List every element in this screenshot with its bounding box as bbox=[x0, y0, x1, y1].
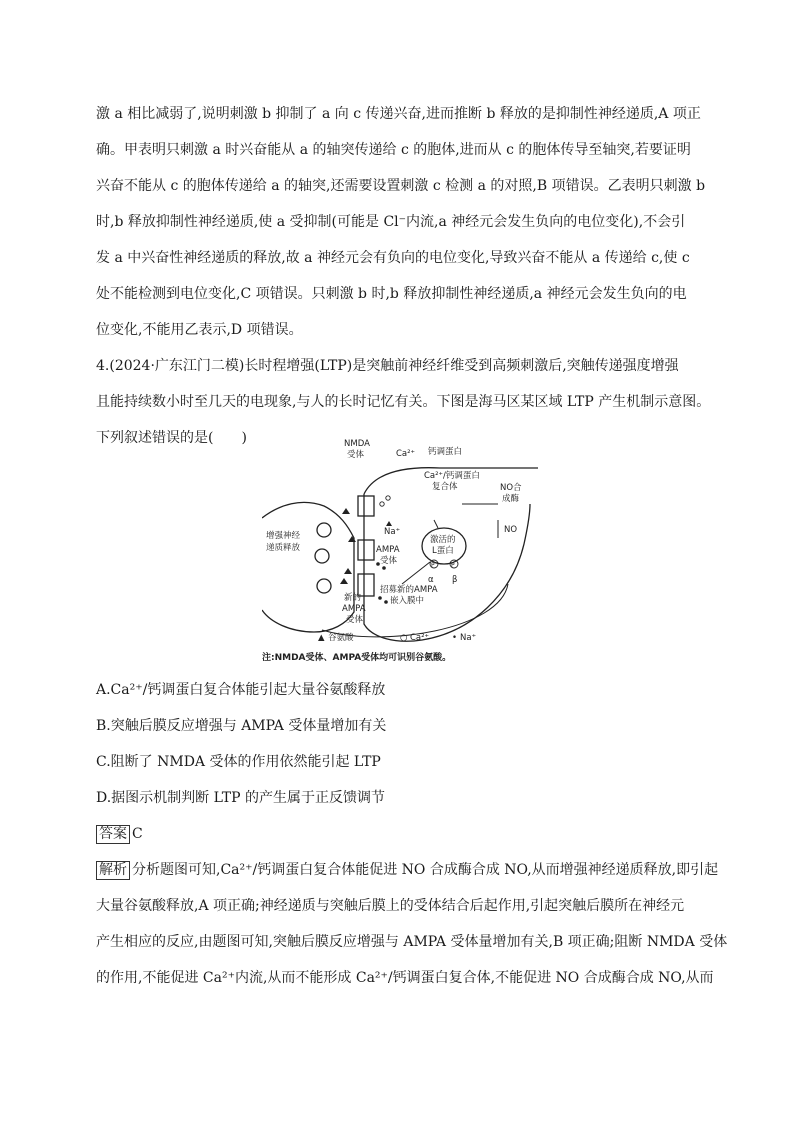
label-phosphate: P bbox=[431, 562, 435, 569]
label-phosphate: P bbox=[451, 562, 455, 569]
option-a: A.Ca²⁺/钙调蛋白复合体能引起大量谷氨酸释放 bbox=[96, 682, 386, 698]
explanation-line: 发 a 中兴奋性神经递质的释放,故 a 神经元会有负向的电位变化,导致兴奋不能从 a 传递给 c,使 c bbox=[96, 250, 690, 266]
question-stem: 且能持续数小时至几天的电现象,与人的长时记忆有关。下图是海马区某区域 LTP 产生机制示意图。 bbox=[96, 394, 711, 410]
calcium-icon bbox=[380, 502, 384, 506]
label-recruit-2: 嵌入膜中 bbox=[390, 596, 425, 606]
glutamate-icon bbox=[386, 521, 392, 526]
arrow-icon bbox=[434, 520, 438, 528]
option-c: C.阻断了 NMDA 受体的作用依然能引起 LTP bbox=[96, 754, 381, 770]
explanation-line: 激 a 相比减弱了,说明刺激 b 抑制了 a 向 c 传递兴奋,进而推断 b 释放的是抑制性神经递质,A 项正 bbox=[96, 106, 701, 122]
explanation-line: 位变化,不能用乙表示,D 项错误。 bbox=[96, 322, 303, 338]
analysis-line: 产生相应的反应,由题图可知,突触后膜反应增强与 AMPA 受体量增加有关,B 项正确;阻断 NMDA 受体 bbox=[96, 934, 728, 950]
label-nmda-receptor: 受体 bbox=[347, 450, 365, 460]
vesicle-icon bbox=[317, 523, 331, 537]
label-nmda: NMDA bbox=[344, 439, 370, 449]
glutamate-icon bbox=[342, 508, 350, 514]
answer-label: 答案 bbox=[96, 825, 130, 844]
ampa-receptor-shape bbox=[358, 540, 374, 560]
answer-value: C bbox=[132, 826, 143, 842]
vesicle-icon bbox=[317, 579, 331, 593]
sodium-icon bbox=[382, 566, 386, 570]
arrow-icon bbox=[402, 562, 430, 584]
question-stem: 下列叙述错误的是( ) bbox=[96, 430, 247, 446]
label-ampa: AMPA bbox=[376, 545, 400, 555]
legend-glutamate-symbol: ▲ bbox=[318, 633, 325, 643]
ltp-mechanism-diagram bbox=[262, 434, 538, 666]
label-no-synthase: NO合 bbox=[500, 483, 522, 493]
label-ca: Ca²⁺ bbox=[396, 449, 416, 459]
answer-row bbox=[96, 824, 696, 844]
analysis-line: 分析题图可知,Ca²⁺/钙调蛋白复合体能促进 NO 合成酶合成 NO,从而增强神经递质释放,即引起 bbox=[132, 862, 719, 878]
legend-sodium-symbol: • bbox=[452, 633, 458, 643]
question-stem: 4.(2024·广东江门二模)长时程增强(LTP)是突触前神经纤维受到高频刺激后,突触传递强度增强 bbox=[96, 358, 679, 374]
option-d: D.据图示机制判断 LTP 的产生属于正反馈调节 bbox=[96, 790, 385, 806]
label-l-protein: L蛋白 bbox=[432, 546, 454, 556]
label-new-ampa: AMPA bbox=[342, 604, 366, 614]
legend-glutamate-label: 谷氨酸 bbox=[328, 633, 354, 643]
explanation-line: 时,b 释放抑制性神经递质,使 a 受抑制(可能是 Cl⁻内流,a 神经元会发生负向的电位变化),不会引 bbox=[96, 214, 686, 230]
label-no-synthase-2: 成酶 bbox=[502, 494, 520, 504]
vesicle-icon bbox=[315, 549, 329, 563]
presynaptic-membrane bbox=[262, 502, 354, 632]
legend-calcium-symbol: ○ bbox=[400, 633, 408, 643]
analysis-row bbox=[96, 860, 719, 880]
glutamate-icon bbox=[340, 578, 348, 584]
label-new-receptor: 受体 bbox=[346, 615, 364, 625]
figure-note: 注:NMDA受体、AMPA受体均可识别谷氨酸。 bbox=[262, 653, 452, 663]
label-enhance: 增强神经 bbox=[266, 531, 301, 541]
analysis-label: 解析 bbox=[96, 861, 130, 880]
label-recruit: 招募新的AMPA bbox=[380, 585, 438, 595]
label-calmodulin: 钙调蛋白 bbox=[428, 447, 463, 457]
explanation-line: 兴奋不能从 c 的胞体传递给 a 的轴突,还需要设置刺激 c 检测 a 的对照,B 项错误。乙表明只刺激 b bbox=[96, 178, 706, 194]
explanation-line: 确。甲表明只刺激 a 时兴奋能从 a 的轴突传递给 c 的胞体,进而从 c 的胞体传导至轴突,若要证明 bbox=[96, 142, 691, 158]
label-beta: β bbox=[452, 575, 458, 585]
nmda-receptor-shape bbox=[358, 496, 374, 516]
sodium-icon bbox=[384, 600, 388, 604]
glutamate-icon bbox=[344, 568, 352, 574]
label-complex: Ca²⁺/钙调蛋白 bbox=[424, 471, 480, 481]
label-no: NO bbox=[504, 525, 518, 535]
postsynaptic-membrane-bottom bbox=[364, 494, 530, 641]
label-ampa-receptor: 受体 bbox=[380, 556, 398, 566]
label-activated: 激活的 bbox=[430, 535, 456, 545]
label-alpha: α bbox=[428, 575, 434, 585]
label-complex-2: 复合体 bbox=[432, 482, 458, 492]
option-b: B.突触后膜反应增强与 AMPA 受体量增加有关 bbox=[96, 718, 387, 734]
legend-sodium-label: Na⁺ bbox=[460, 633, 477, 643]
explanation-line: 处不能检测到电位变化,C 项错误。只刺激 b 时,b 释放抑制性神经递质,a 神经元会发生负向的电 bbox=[96, 286, 687, 302]
analysis-line: 大量谷氨酸释放,A 项正确;神经递质与突触后膜上的受体结合后起作用,引起突触后膜所在神经元 bbox=[96, 898, 685, 914]
analysis-line: 的作用,不能促进 Ca²⁺内流,从而不能形成 Ca²⁺/钙调蛋白复合体,不能促进 NO 合成酶合成 NO,从而 bbox=[96, 970, 714, 986]
glutamate-icon bbox=[348, 536, 356, 542]
label-new: 新的 bbox=[344, 593, 362, 603]
sodium-icon bbox=[378, 596, 382, 600]
label-na: Na⁺ bbox=[384, 527, 401, 537]
label-enhance-2: 递质释放 bbox=[266, 543, 301, 553]
legend-calcium-label: Ca²⁺ bbox=[410, 633, 430, 643]
calcium-icon bbox=[386, 496, 390, 500]
